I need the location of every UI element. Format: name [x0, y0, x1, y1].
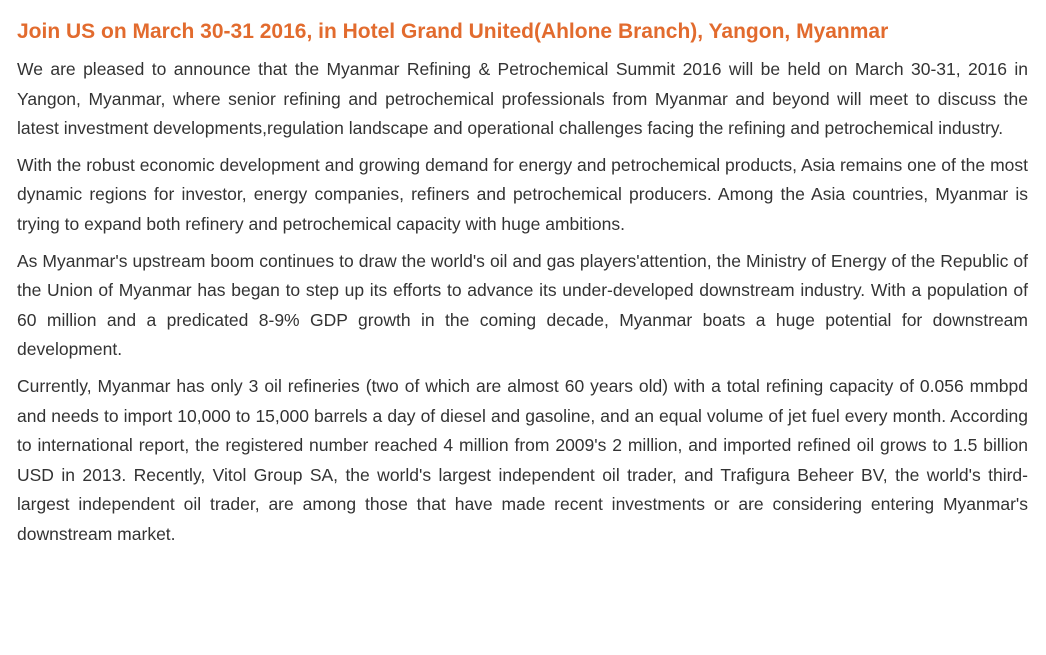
event-headline: Join US on March 30-31 2016, in Hotel Grand United(Ahlone Branch), Yangon, Myanmar: [17, 20, 889, 43]
asia-market-paragraph: With the robust economic development and growing demand for energy and petrochemical products, Asia remains one of the most dynamic regions for investor, energy companies, refiners and petrochemical producers. Among the Asia countries, Myanmar is trying to expand both refinery and petrochemical capacity with huge ambitions.: [17, 154, 1028, 234]
refineries-paragraph: Currently, Myanmar has only 3 oil refineries (two of which are almost 60 years old) with a total refining capacity of 0.056 mmbpd and needs to import 10,000 to 15,000 barrels a day of diesel and gasoline, and an equal volume of jet fuel every month. According to international report, the registered number reached 4 million from 2009's 2 million, and imported refined oil grows to 1.5 billion USD in 2013. Recently, Vitol Group SA, the world's largest independent oil trader, and Trafigura Beheer BV, the world's third-largest independent oil trader, are among those that have made recent investments or are considering entering Myanmar's downstream market.: [17, 375, 1028, 544]
upstream-boom-paragraph: As Myanmar's upstream boom continues to draw the world's oil and gas players'attention, the Ministry of Energy of the Republic of the Union of Myanmar has began to step up its efforts to advance its under-developed downstream industry. With a population of 60 million and a predicated 8-9% GDP growth in the coming decade, Myanmar boats a huge potential for downstream development.: [17, 250, 1028, 360]
intro-paragraph: We are pleased to announce that the Myanmar Refining & Petrochemical Summit 2016 will be held on March 30-31, 2016 in Yangon, Myanmar, where senior refining and petrochemical professionals from Myanmar and beyond will meet to discuss the latest investment developments,regulation landscape and operational challenges facing the refining and petrochemical industry.: [17, 59, 1028, 139]
article: [17, 17, 1028, 557]
